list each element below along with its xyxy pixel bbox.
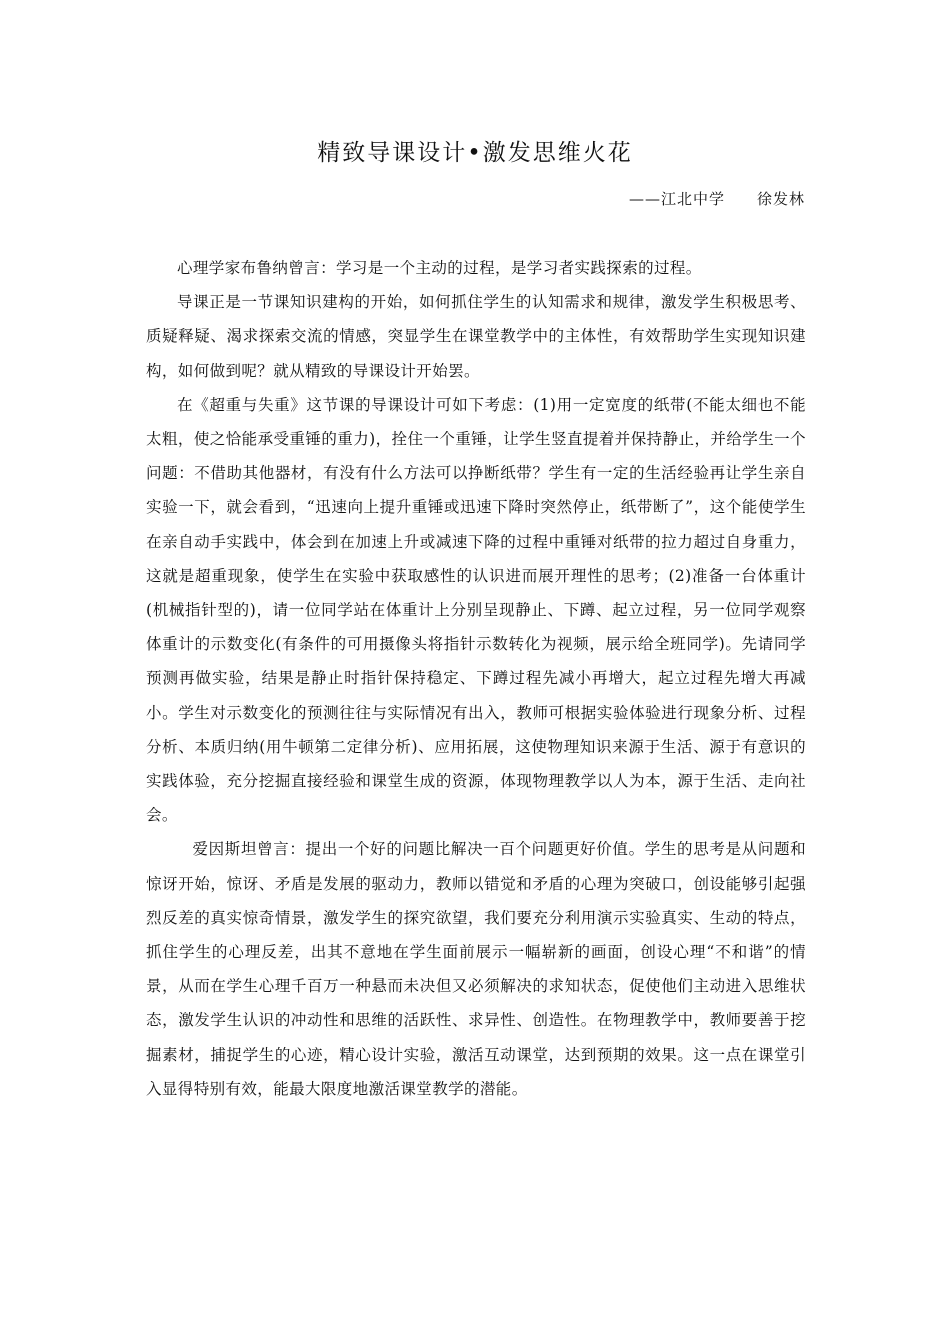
document-title: 精致导课设计•激发思维火花: [317, 140, 633, 166]
document-body: [146, 251, 806, 1106]
paragraph-2: 导课正是一节课知识建构的开始，如何抓住学生的认知需求和规律，激发学生积极思考、质疑释疑、渴求探索交流的情感，突显学生在课堂教学中的主体性，有效帮助学生实现知识建构，如何做到呢？就从精致的导课设计开始罢。: [146, 293, 806, 380]
paragraph-4: 爱因斯坦曾言：提出一个好的问题比解决一百个问题更好价值。学生的思考是从问题和惊讶开始，惊讶、矛盾是发展的驱动力，教师以错觉和矛盾的心理为突破口，创设能够引起强烈反差的真实惊奇情景，激发学生的探究欲望，我们要充分利用演示实验真实、生动的特点，抓住学生的心理反差，出其不意地在学生面前展示一幅崭新的画面，创设心理“不和谐”的情景，从而在学生心理千百万一种悬而未决但又必须解决的求知状态，促使他们主动进入思维状态，激发学生认识的冲动性和思维的活跃性、求异性、创造性。在物理教学中，教师要善于挖掘素材，捕捉学生的心迹，精心设计实验，激活互动课堂，达到预期的效果。这一点在课堂引入显得特别有效，能最大限度地激活课堂教学的潜能。: [146, 840, 806, 1098]
paragraph-3: 在《超重与失重》这节课的导课设计可如下考虑：(1)用一定宽度的纸带(不能太细也不能太粗，使之恰能承受重锤的重力)，拴住一个重锤，让学生竖直提着并保持静止，并给学生一个问题：不借助其他器材，有没有什么方法可以挣断纸带？学生有一定的生活经验再让学生亲自实验一下，就会看到，“迅速向上提升重锤或迅速下降时突然停止，纸带断了”，这个能使学生在亲自动手实践中，体会到在加速上升或减速下降的过程中重锤对纸带的拉力超过自身重力，这就是超重现象，使学生在实验中获取感性的认识进而展开理性的思考；(2)准备一台体重计(机械指针型的)，请一位同学站在体重计上分别呈现静止、下蹲、起立过程，另一位同学观察体重计的示数变化(有条件的可用摄像头将指针示数转化为视频，展示给全班同学)。先请同学预测再做实验，结果是静止时指针保持稳定、下蹲过程先减小再增大，起立过程先增大再减小。学生对示数变化的预测往往与实际情况有出入，教师可根据实验体验进行现象分析、过程分析、本质归纳(用牛顿第二定律分析)、应用拓展，这使物理知识来源于生活、源于有意识的实践体验，充分挖掘直接经验和课堂生成的资源，体现物理教学以人为本，源于生活、走向社会。: [146, 395, 806, 825]
document-author: ——江北中学 徐发林: [628, 190, 805, 208]
paragraph-1: 心理学家布鲁纳曾言：学习是一个主动的过程，是学习者实践探索的过程。: [177, 259, 702, 277]
